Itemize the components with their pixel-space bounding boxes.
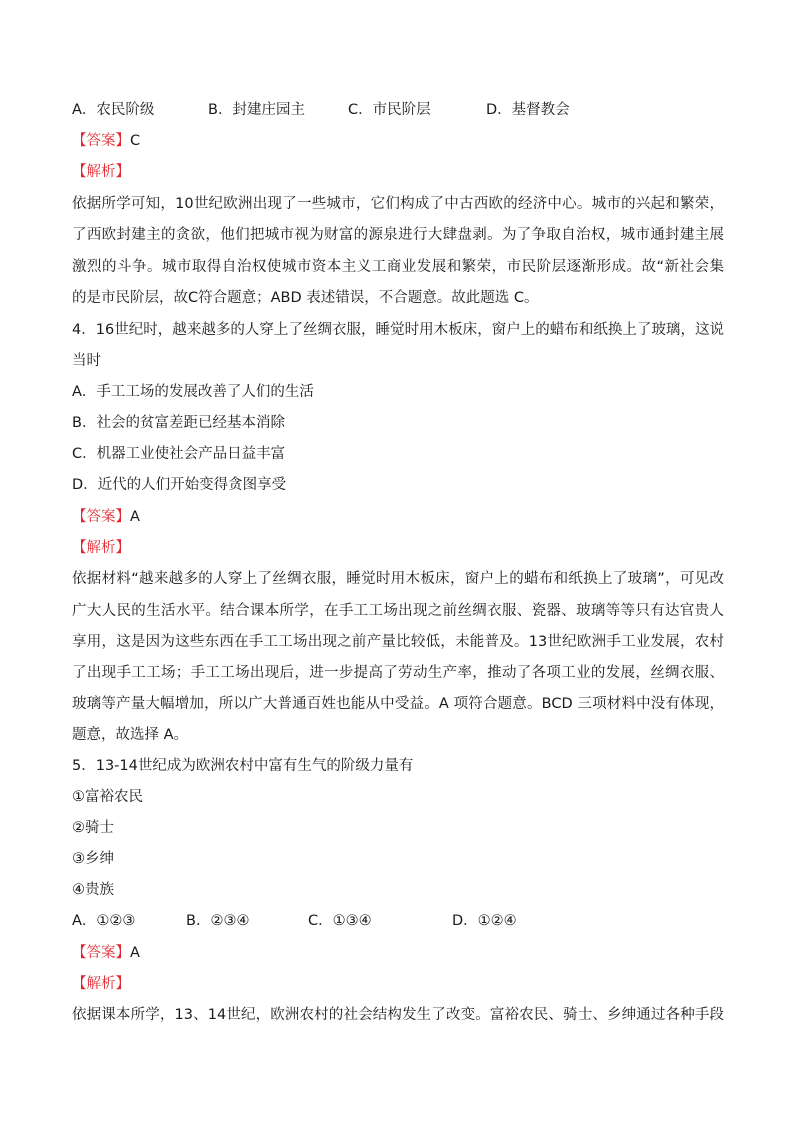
answer-value: A (130, 509, 140, 525)
q3-analysis-line: 了西欧封建主的贪欲，他们把城市视为财富的源泉进行大肆盘剥。为了争取自治权，城市通封建主展 (72, 227, 724, 243)
q3-option-b: B．封建庄园主 (208, 102, 305, 118)
q5-option-d: D．①②④ (452, 913, 517, 929)
q5-item: ①富裕农民 (72, 789, 143, 805)
q3-option-a: A．农民阶级 (72, 102, 155, 118)
q3-answer (72, 131, 724, 151)
q3-option-d: D．基督教会 (486, 102, 570, 118)
q4-option-a: A．手工工场的发展改善了人们的生活 (72, 384, 314, 400)
q5-option-c: C．①③④ (308, 913, 372, 929)
answer-value: C (130, 133, 141, 149)
q3-option-c: C．市民阶层 (348, 102, 431, 118)
q4-analysis-line: 依据材料“越来越多的人穿上了丝绸衣服，睡觉时用木板床，窗户上的蜡布和纸换上了玻璃”，可见改 (72, 571, 724, 587)
q5-item: ④贵族 (72, 882, 114, 898)
q5-analysis-tag (72, 974, 724, 994)
analysis-tag: 【解析】 (72, 540, 130, 556)
q4-option-d: D．近代的人们开始变得贪图享受 (72, 477, 287, 493)
q3-analysis-tag (72, 162, 724, 182)
q5-option-a: A．①②③ (72, 913, 136, 929)
answer-value: A (130, 945, 140, 961)
q4-analysis-line: 享用，这是因为这些东西在手工工场出现之前产量比较低，未能普及。13世纪欧洲手工业发展，农村 (72, 634, 724, 650)
q4-analysis-tag (72, 538, 724, 558)
answer-tag: 【答案】 (72, 509, 130, 525)
q4-option-b: B．社会的贫富差距已经基本消除 (72, 415, 285, 431)
answer-tag: 【答案】 (72, 133, 130, 149)
q4-answer (72, 507, 724, 527)
q4-analysis-line: 题意，故选择 A。 (72, 727, 189, 743)
q5-analysis-line: 依据课本所学，13、14世纪，欧洲农村的社会结构发生了改变。富裕农民、骑士、乡绅通过各种手段 (72, 1007, 724, 1023)
q5-option-b: B．②③④ (186, 913, 250, 929)
analysis-tag: 【解析】 (72, 164, 130, 180)
answer-tag: 【答案】 (72, 945, 130, 961)
q5-answer (72, 943, 724, 963)
q3-analysis-line: 依据所学可知，10世纪欧洲出现了一些城市，它们构成了中古西欧的经济中心。城市的兴起和繁荣， (72, 196, 724, 212)
q4-analysis-line: 了出现手工工场；手工工场出现后，进一步提高了劳动生产率，推动了各项工业的发展，丝绸衣服、 (72, 665, 724, 681)
q4-analysis-line: 玻璃等产量大幅增加，所以广大普通百姓也能从中受益。A 项符合题意。BCD 三项材料中没有体现， (72, 696, 724, 712)
q4-stem-line: 4．16世纪时，越来越多的人穿上了丝绸衣服，睡觉时用木板床，窗户上的蜡布和纸换上了玻璃，这说 (72, 322, 724, 338)
analysis-tag: 【解析】 (72, 976, 130, 992)
q3-analysis-line: 的是市民阶层，故C符合题意；ABD 表述错误，不合题意。故此题选 C。 (72, 290, 539, 306)
q4-option-c: C．机器工业使社会产品日益丰富 (72, 446, 286, 462)
q3-analysis-line: 激烈的斗争。城市取得自治权使城市资本主义工商业发展和繁荣，市民阶层逐渐形成。故“新社会集 (72, 259, 724, 275)
q4-stem-line: 当时 (72, 353, 101, 369)
q5-item: ②骑士 (72, 820, 114, 836)
q5-item: ③乡绅 (72, 851, 114, 867)
q4-analysis-line: 广大人民的生活水平。结合课本所学，在手工工场出现之前丝绸衣服、瓷器、玻璃等等只有达官贵人 (72, 603, 724, 619)
q5-stem: 5．13-14世纪成为欧洲农村中富有生气的阶级力量有 (72, 758, 414, 774)
